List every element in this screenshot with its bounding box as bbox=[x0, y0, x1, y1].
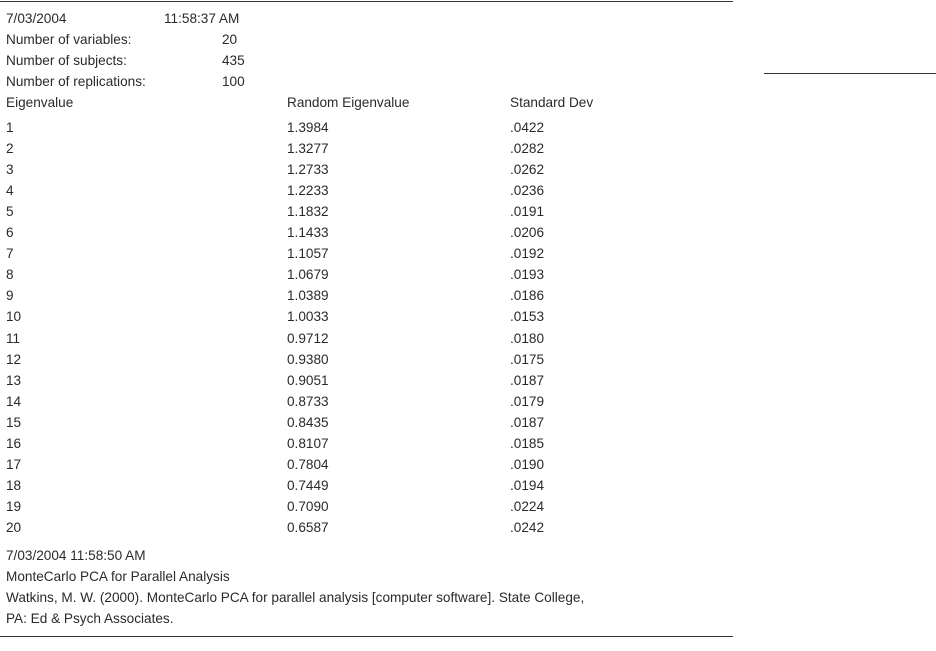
cell-random-eigenvalue: 1.1832 bbox=[287, 204, 329, 220]
cell-random-eigenvalue: 0.7804 bbox=[287, 456, 329, 472]
cell-standard-dev: .0180 bbox=[510, 330, 545, 346]
table-row bbox=[0, 180, 740, 201]
table-row bbox=[0, 328, 740, 349]
cell-eigenvalue-number: 17 bbox=[6, 456, 22, 472]
cell-random-eigenvalue: 0.8107 bbox=[287, 435, 329, 451]
cell-eigenvalue-number: 16 bbox=[6, 435, 22, 451]
table-row bbox=[0, 412, 740, 433]
param-replications bbox=[6, 72, 306, 92]
column-header-standard-dev: Standard Dev bbox=[510, 95, 594, 110]
side-rule bbox=[764, 73, 936, 74]
footer-timestamp: 7/03/2004 11:58:50 AM bbox=[6, 548, 146, 563]
column-header-random-eigenvalue: Random Eigenvalue bbox=[287, 95, 410, 110]
cell-random-eigenvalue: 0.9380 bbox=[287, 351, 329, 367]
footer-citation-line2: PA: Ed & Psych Associates. bbox=[6, 611, 174, 626]
table-row bbox=[0, 496, 740, 517]
cell-eigenvalue-number: 4 bbox=[6, 183, 14, 199]
cell-eigenvalue-number: 8 bbox=[6, 267, 14, 283]
cell-eigenvalue-number: 18 bbox=[6, 477, 22, 493]
cell-eigenvalue-number: 10 bbox=[6, 309, 22, 325]
table-row bbox=[0, 285, 740, 306]
table-row bbox=[0, 222, 740, 243]
table-row bbox=[0, 349, 740, 370]
cell-random-eigenvalue: 1.1057 bbox=[287, 246, 329, 262]
cell-standard-dev: .0236 bbox=[510, 183, 545, 199]
cell-random-eigenvalue: 0.7090 bbox=[287, 498, 329, 514]
header-date: 7/03/2004 bbox=[6, 11, 67, 26]
param-value: 20 bbox=[222, 32, 238, 47]
footer-citation-line1: Watkins, M. W. (2000). MonteCarlo PCA for parallel analysis [computer software]. State College, bbox=[6, 590, 585, 605]
cell-standard-dev: .0153 bbox=[510, 309, 545, 325]
cell-standard-dev: .0422 bbox=[510, 120, 545, 135]
cell-standard-dev: .0186 bbox=[510, 288, 545, 304]
cell-standard-dev: .0175 bbox=[510, 351, 545, 367]
cell-standard-dev: .0193 bbox=[510, 267, 545, 283]
cell-eigenvalue-number: 7 bbox=[6, 246, 14, 262]
cell-standard-dev: .0192 bbox=[510, 246, 545, 262]
cell-random-eigenvalue: 1.2733 bbox=[287, 162, 329, 178]
cell-random-eigenvalue: 0.9051 bbox=[287, 372, 329, 388]
table-row bbox=[0, 517, 740, 538]
cell-standard-dev: .0282 bbox=[510, 141, 545, 157]
header-datetime bbox=[6, 9, 240, 29]
column-header-eigenvalue: Eigenvalue bbox=[6, 95, 74, 110]
cell-eigenvalue-number: 15 bbox=[6, 414, 22, 430]
cell-standard-dev: .0194 bbox=[510, 477, 545, 493]
cell-eigenvalue-number: 6 bbox=[6, 225, 14, 241]
param-value: 435 bbox=[222, 53, 245, 68]
table-row bbox=[0, 117, 740, 138]
table-row bbox=[0, 138, 740, 159]
table-header bbox=[0, 92, 740, 113]
param-variables bbox=[6, 30, 306, 50]
param-label: Number of subjects: bbox=[6, 53, 127, 68]
cell-standard-dev: .0187 bbox=[510, 414, 545, 430]
cell-eigenvalue-number: 3 bbox=[6, 162, 14, 178]
table-row bbox=[0, 454, 740, 475]
param-subjects bbox=[6, 51, 306, 71]
cell-standard-dev: .0262 bbox=[510, 162, 545, 178]
cell-eigenvalue-number: 5 bbox=[6, 204, 14, 220]
cell-eigenvalue-number: 12 bbox=[6, 351, 22, 367]
cell-standard-dev: .0191 bbox=[510, 204, 545, 220]
table-row bbox=[0, 243, 740, 264]
cell-random-eigenvalue: 1.1433 bbox=[287, 225, 329, 241]
cell-eigenvalue-number: 11 bbox=[6, 330, 21, 346]
footer-program: MonteCarlo PCA for Parallel Analysis bbox=[6, 569, 230, 584]
cell-random-eigenvalue: 1.2233 bbox=[287, 183, 329, 199]
cell-eigenvalue-number: 14 bbox=[6, 393, 22, 409]
cell-standard-dev: .0179 bbox=[510, 393, 545, 409]
cell-standard-dev: .0242 bbox=[510, 519, 545, 535]
bottom-rule bbox=[0, 636, 733, 637]
table-row bbox=[0, 201, 740, 222]
table-row bbox=[0, 391, 740, 412]
param-label: Number of replications: bbox=[6, 74, 146, 89]
table-row bbox=[0, 264, 740, 285]
cell-random-eigenvalue: 1.3984 bbox=[287, 120, 329, 135]
top-rule bbox=[0, 1, 733, 2]
cell-random-eigenvalue: 1.0389 bbox=[287, 288, 329, 304]
cell-eigenvalue-number: 2 bbox=[6, 141, 14, 157]
cell-standard-dev: .0190 bbox=[510, 456, 545, 472]
cell-eigenvalue-number: 13 bbox=[6, 372, 22, 388]
cell-standard-dev: .0206 bbox=[510, 225, 545, 241]
table-row bbox=[0, 159, 740, 180]
cell-random-eigenvalue: 0.8733 bbox=[287, 393, 329, 409]
table-row bbox=[0, 433, 740, 454]
table-row bbox=[0, 370, 740, 391]
cell-eigenvalue-number: 20 bbox=[6, 519, 22, 535]
cell-random-eigenvalue: 1.0679 bbox=[287, 267, 329, 283]
cell-random-eigenvalue: 1.3277 bbox=[287, 141, 329, 157]
cell-standard-dev: .0224 bbox=[510, 498, 545, 514]
param-label: Number of variables: bbox=[6, 32, 132, 47]
cell-eigenvalue-number: 9 bbox=[6, 288, 14, 304]
table-row bbox=[0, 475, 740, 496]
param-value: 100 bbox=[222, 74, 245, 89]
table-row bbox=[0, 306, 740, 327]
cell-random-eigenvalue: 1.0033 bbox=[287, 309, 329, 325]
cell-eigenvalue-number: 19 bbox=[6, 498, 22, 514]
cell-random-eigenvalue: 0.7449 bbox=[287, 477, 329, 493]
cell-standard-dev: .0185 bbox=[510, 435, 545, 451]
cell-random-eigenvalue: 0.8435 bbox=[287, 414, 329, 430]
header-time: 11:58:37 AM bbox=[164, 11, 240, 26]
cell-standard-dev: .0187 bbox=[510, 372, 545, 388]
cell-random-eigenvalue: 0.6587 bbox=[287, 519, 329, 535]
cell-random-eigenvalue: 0.9712 bbox=[287, 330, 329, 346]
cell-eigenvalue-number: 1 bbox=[6, 120, 14, 135]
